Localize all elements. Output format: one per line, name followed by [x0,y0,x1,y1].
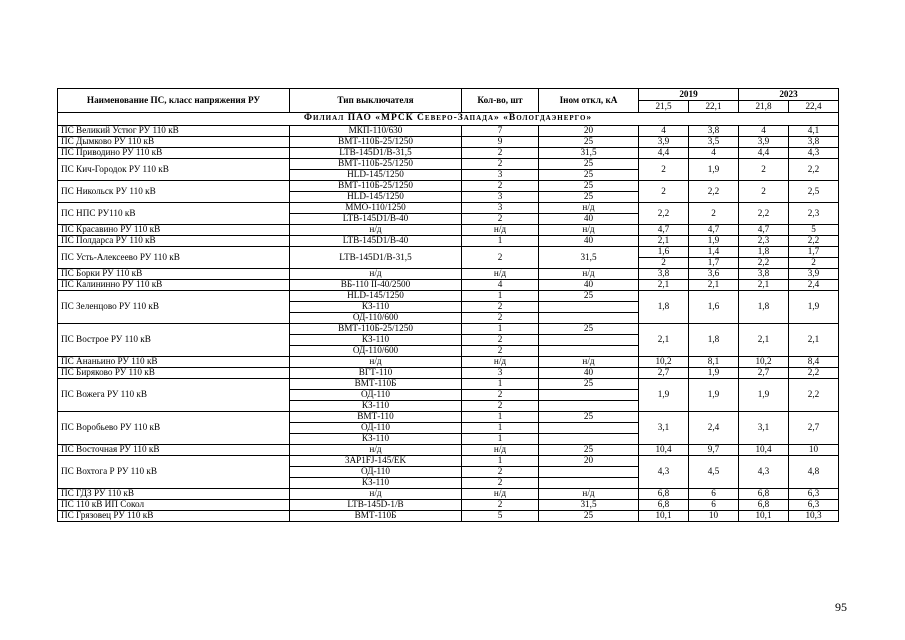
inom-cell: 31,5 [539,247,639,269]
inom-cell: 25 [539,137,639,148]
current-value-cell: 1,9 [639,379,689,412]
current-value-cell: 2,1 [689,280,739,291]
current-value-cell: 6,3 [789,500,839,511]
inom-cell [539,434,639,445]
current-value-cell: 2,4 [689,412,739,445]
breaker-type-cell: КЗ-110 [290,401,462,412]
ps-name-cell: ПС Биряково РУ 110 кВ [58,368,290,379]
breaker-type-cell: ВМТ-110 [290,412,462,423]
current-value-cell: 8,4 [789,357,839,368]
ps-name-cell: ПС Великий Устюг РУ 110 кВ [58,126,290,137]
breaker-type-cell: HLD-145/1250 [290,170,462,181]
table-row [58,159,839,170]
ps-name-cell: ПС Дымково РУ 110 кВ [58,137,290,148]
current-value-cell: 5 [789,225,839,236]
col-header-year-2023: 2023 [739,89,839,101]
current-value-cell: 6,8 [739,489,789,500]
ps-name-cell: ПС Приводино РУ 110 кВ [58,148,290,159]
current-value-cell: 2,1 [739,324,789,357]
current-value-cell: 4,5 [689,456,739,489]
current-value-cell: 10 [689,511,739,522]
current-value-cell: 10,2 [739,357,789,368]
current-value-cell: 3,9 [739,137,789,148]
current-value-cell: 2,2 [789,236,839,247]
count-cell: 7 [462,126,539,137]
inom-cell: 25 [539,170,639,181]
ps-name-cell: ПС Красавино РУ 110 кВ [58,225,290,236]
col-header-inom: Iном откл, кА [539,89,639,113]
current-value-cell: 6,8 [639,500,689,511]
current-value-cell: 2 [789,258,839,269]
breaker-type-cell: HLD-145/1250 [290,192,462,203]
current-value-cell: 3,1 [739,412,789,445]
inom-cell [539,390,639,401]
inom-cell: 25 [539,324,639,335]
inom-cell: 40 [539,214,639,225]
current-value-cell: 3,9 [639,137,689,148]
current-value-cell: 8,1 [689,357,739,368]
inom-cell: 25 [539,192,639,203]
breaker-type-cell: н/д [290,269,462,280]
count-cell: 2 [462,390,539,401]
current-value-cell: 3,9 [789,269,839,280]
current-value-cell: 3,8 [639,269,689,280]
current-value-cell: 2 [689,203,739,225]
table-row [58,148,839,159]
current-value-cell: 1,7 [689,258,739,269]
breaker-type-cell: ОД-110 [290,390,462,401]
count-cell: 2 [462,302,539,313]
count-cell: 5 [462,511,539,522]
table-row [58,324,839,335]
current-value-cell: 1,7 [789,247,839,258]
ps-name-cell: ПС Никольск РУ 110 кВ [58,181,290,203]
current-value-cell: 10 [789,445,839,456]
count-cell: 2 [462,335,539,346]
current-value-cell: 2 [639,181,689,203]
inom-cell [539,346,639,357]
count-cell: 3 [462,192,539,203]
count-cell: 1 [462,423,539,434]
breaker-type-cell: LTB-145D-1/B [290,500,462,511]
count-cell: 2 [462,181,539,192]
inom-cell [539,478,639,489]
ps-name-cell: ПС Борки РУ 110 кВ [58,269,290,280]
current-value-cell: 4,3 [789,148,839,159]
ps-name-cell: ПС Вострое РУ 110 кВ [58,324,290,357]
inom-cell: н/д [539,357,639,368]
current-value-cell: 4 [739,126,789,137]
table-row [58,511,839,522]
count-cell: 2 [462,478,539,489]
table-row [58,291,839,302]
current-value-cell: 2,5 [789,181,839,203]
inom-cell: 25 [539,379,639,390]
current-value-cell: 2,2 [789,368,839,379]
current-value-cell: 1,9 [739,379,789,412]
inom-cell: 40 [539,236,639,247]
table-row [58,456,839,467]
ps-name-cell: ПС 110 кВ ИП Сокол [58,500,290,511]
current-value-cell: 3,6 [689,269,739,280]
current-value-cell: 3,5 [689,137,739,148]
current-value-cell: 4,7 [689,225,739,236]
current-value-cell: 2,7 [639,368,689,379]
current-value-cell: 10,1 [739,511,789,522]
current-value-cell: 10,4 [639,445,689,456]
ps-name-cell: ПС Вожега РУ 110 кВ [58,379,290,412]
current-value-cell: 1,8 [639,291,689,324]
table-row [58,500,839,511]
current-value-cell: 1,4 [689,247,739,258]
current-value-cell: 4,7 [639,225,689,236]
inom-cell [539,423,639,434]
breaker-type-cell: н/д [290,357,462,368]
col-header-count: Кол-во, шт [462,89,539,113]
breaker-type-cell: LTB-145D1/B-31,5 [290,148,462,159]
breaker-type-cell: ОД-110 [290,423,462,434]
count-cell: 2 [462,313,539,324]
count-cell: 2 [462,159,539,170]
table-row [58,137,839,148]
count-cell: 1 [462,434,539,445]
current-value-cell: 4,3 [639,456,689,489]
breaker-type-cell: LTB-145D1/B-31,5 [290,247,462,269]
current-value-cell: 2,1 [789,324,839,357]
current-value-cell: 2,7 [739,368,789,379]
breaker-type-cell: КЗ-110 [290,302,462,313]
count-cell: н/д [462,357,539,368]
ps-name-cell: ПС Полдарса РУ 110 кВ [58,236,290,247]
current-value-cell: 2,2 [789,379,839,412]
count-cell: 2 [462,247,539,269]
current-value-cell: 3,1 [639,412,689,445]
current-value-cell: 3,8 [689,126,739,137]
count-cell: 2 [462,148,539,159]
count-cell: н/д [462,445,539,456]
table-row [58,368,839,379]
inom-cell: 40 [539,280,639,291]
current-value-cell: 1,6 [689,291,739,324]
inom-cell: 20 [539,126,639,137]
current-value-cell: 4,1 [789,126,839,137]
current-value-cell: 2,4 [789,280,839,291]
ps-name-cell: ПС Вохтога Р РУ 110 кВ [58,456,290,489]
current-value-cell: 2,2 [789,159,839,181]
col-header-breaker-type: Тип выключателя [290,89,462,113]
breaker-type-cell: ВБ-110 II-40/2500 [290,280,462,291]
count-cell: 2 [462,346,539,357]
breaker-type-cell: HLD-145/1250 [290,291,462,302]
breaker-type-cell: ВГТ-110 [290,368,462,379]
current-value-cell: 2,2 [639,203,689,225]
current-value-cell: 2,7 [789,412,839,445]
breaker-type-cell: КЗ-110 [290,434,462,445]
count-cell: 2 [462,500,539,511]
current-value-cell: 2,1 [639,236,689,247]
ps-name-cell: ПС Воробьево РУ 110 кВ [58,412,290,445]
header-row [58,89,839,101]
breaker-type-cell: ВМТ-110Б-25/1250 [290,324,462,335]
table-row [58,357,839,368]
current-value-cell: 2,1 [739,280,789,291]
current-value-cell: 2,1 [639,324,689,357]
table-row [58,489,839,500]
ps-name-cell: ПС Кич-Городок РУ 110 кВ [58,159,290,181]
current-value-cell: 4 [689,148,739,159]
inom-cell: н/д [539,489,639,500]
current-value-cell: 4,4 [739,148,789,159]
current-value-cell: 4,8 [789,456,839,489]
table-row [58,126,839,137]
inom-cell: 25 [539,181,639,192]
count-cell: 3 [462,368,539,379]
inom-cell: 25 [539,412,639,423]
inom-cell: 25 [539,445,639,456]
ps-name-cell: ПС Калининно РУ 110 кВ [58,280,290,291]
current-value-cell: 1,8 [739,247,789,258]
inom-cell: 40 [539,368,639,379]
current-value-cell: 10,4 [739,445,789,456]
count-cell: 3 [462,170,539,181]
count-cell: н/д [462,489,539,500]
table-row [58,203,839,214]
count-cell: 9 [462,137,539,148]
breaker-type-cell: ОД-110 [290,467,462,478]
current-value-cell: 2,3 [739,236,789,247]
table-row [58,412,839,423]
current-value-cell: 2,2 [739,258,789,269]
current-value-cell: 10,3 [789,511,839,522]
inom-cell: н/д [539,269,639,280]
breaker-type-cell: ВМТ-110Б [290,511,462,522]
count-cell: 2 [462,401,539,412]
current-value-cell: 1,8 [739,291,789,324]
page-number: 95 [835,600,847,614]
inom-cell: 31,5 [539,500,639,511]
ps-name-cell: ПС Восточная РУ 110 кВ [58,445,290,456]
breaker-table [57,88,839,522]
current-value-cell: 3,8 [789,137,839,148]
table-row [58,445,839,456]
inom-cell: н/д [539,203,639,214]
current-value-cell: 9,7 [689,445,739,456]
table-row [58,225,839,236]
breaker-type-cell: н/д [290,489,462,500]
breaker-type-cell: ОД-110/600 [290,313,462,324]
inom-cell: 20 [539,456,639,467]
current-value-cell: 4,4 [639,148,689,159]
breaker-type-cell: ВМТ-110Б [290,379,462,390]
breaker-type-cell: н/д [290,225,462,236]
current-value-cell: 1,9 [689,236,739,247]
current-value-cell: 2 [639,258,689,269]
inom-cell [539,401,639,412]
col-header-year-2019: 2019 [639,89,739,101]
current-value-cell: 10,1 [639,511,689,522]
count-cell: 2 [462,467,539,478]
current-value-cell: 4,3 [739,456,789,489]
ps-name-cell: ПС Грязовец РУ 110 кВ [58,511,290,522]
table-row [58,247,839,258]
col-subheader: 22,4 [789,101,839,113]
count-cell: 3 [462,203,539,214]
col-subheader: 22,1 [689,101,739,113]
inom-cell: н/д [539,225,639,236]
current-value-cell: 1,6 [639,247,689,258]
current-value-cell: 4 [639,126,689,137]
current-value-cell: 1,9 [689,368,739,379]
current-value-cell: 2,3 [789,203,839,225]
current-value-cell: 2,2 [689,181,739,203]
breaker-type-cell: ВМТ-110Б-25/1250 [290,181,462,192]
current-value-cell: 6 [689,489,739,500]
ps-name-cell: ПС Зеленцово РУ 110 кВ [58,291,290,324]
current-value-cell: 2 [639,159,689,181]
breaker-type-cell: ОД-110/600 [290,346,462,357]
current-value-cell: 6,3 [789,489,839,500]
breaker-type-cell: LTB-145D1/B-40 [290,214,462,225]
inom-cell: 25 [539,291,639,302]
inom-cell: 31,5 [539,148,639,159]
count-cell: н/д [462,269,539,280]
ps-name-cell: ПС Усть-Алексеево РУ 110 кВ [58,247,290,269]
breaker-type-cell: 3AP1FJ-145/EK [290,456,462,467]
count-cell: 1 [462,324,539,335]
table-row [58,379,839,390]
inom-cell [539,313,639,324]
ps-name-cell: ПС НПС РУ110 кВ [58,203,290,225]
table-row [58,181,839,192]
current-value-cell: 6,8 [739,500,789,511]
table-row [58,269,839,280]
current-value-cell: 3,8 [739,269,789,280]
current-value-cell: 6,8 [639,489,689,500]
current-value-cell: 2 [739,181,789,203]
inom-cell [539,302,639,313]
section-title: Филиал ПАО «МРСК Северо-Запада» «Вологдаэнерго» [58,113,839,126]
breaker-type-cell: н/д [290,445,462,456]
table-body [58,89,839,522]
ps-name-cell: ПС Ананьино РУ 110 кВ [58,357,290,368]
table-row [58,280,839,291]
count-cell: 1 [462,291,539,302]
current-value-cell: 6 [689,500,739,511]
current-value-cell: 10,2 [639,357,689,368]
count-cell: 1 [462,412,539,423]
current-value-cell: 2,1 [639,280,689,291]
breaker-type-cell: КЗ-110 [290,335,462,346]
breaker-type-cell: LTB-145D1/B-40 [290,236,462,247]
count-cell: 2 [462,214,539,225]
ps-name-cell: ПС ГДЗ РУ 110 кВ [58,489,290,500]
count-cell: 1 [462,236,539,247]
inom-cell [539,335,639,346]
col-header-ps-name: Наименование ПС, класс напряжения РУ [58,89,290,113]
current-value-cell: 1,9 [689,379,739,412]
current-value-cell: 1,9 [789,291,839,324]
count-cell: 1 [462,379,539,390]
inom-cell [539,467,639,478]
count-cell: 1 [462,456,539,467]
table-row [58,236,839,247]
breaker-type-cell: ВМТ-110Б-25/1250 [290,137,462,148]
col-subheader: 21,5 [639,101,689,113]
current-value-cell: 2 [739,159,789,181]
count-cell: н/д [462,225,539,236]
current-value-cell: 1,9 [689,159,739,181]
col-subheader: 21,8 [739,101,789,113]
breaker-type-cell: ВМТ-110Б-25/1250 [290,159,462,170]
breaker-type-cell: МКП-110/630 [290,126,462,137]
current-value-cell: 2,2 [739,203,789,225]
breaker-type-cell: КЗ-110 [290,478,462,489]
current-value-cell: 4,7 [739,225,789,236]
inom-cell: 25 [539,511,639,522]
count-cell: 4 [462,280,539,291]
current-value-cell: 1,8 [689,324,739,357]
section-row [58,113,839,126]
breaker-type-cell: ММО-110/1250 [290,203,462,214]
inom-cell: 25 [539,159,639,170]
